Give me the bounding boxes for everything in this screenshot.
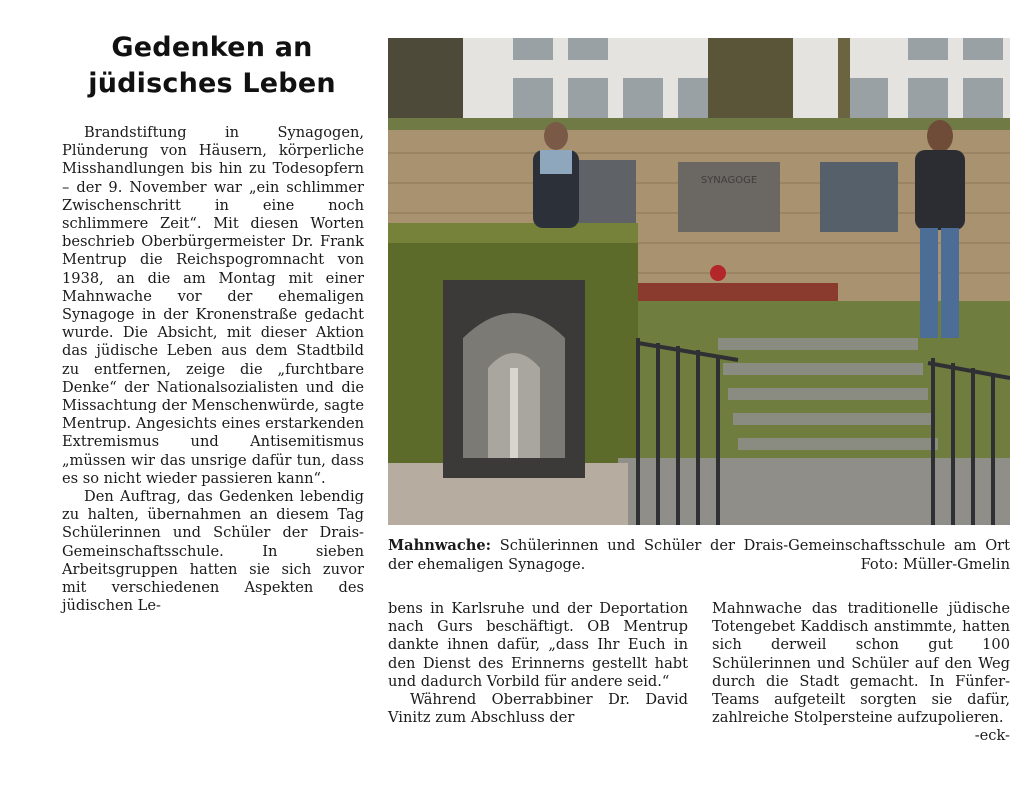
photo-illustration: [388, 38, 1010, 525]
caption-lead: Mahnwache:: [388, 537, 492, 554]
paragraph-4: Während Oberrabbiner Dr. David Vinitz zum Abschluss der: [388, 691, 688, 727]
article-photo: [388, 38, 1010, 525]
ivy-top: [388, 118, 1010, 130]
caption-text: Schülerinnen und Schüler der Drais-Gemeinschaftsschule am Ort der ehemaligen Synagoge.: [388, 537, 1011, 573]
author-sign: -eck-: [974, 727, 1010, 745]
photo-credit: Foto: Müller-Gmelin: [860, 556, 1010, 573]
article-headline: Gedenken an jüdisches Leben: [88, 32, 336, 99]
article-column-2: [388, 600, 688, 727]
plaque-left: [578, 160, 636, 232]
paragraph-3: bens in Karlsruhe und der Deportation nach Gurs beschäftigt. OB Mentrup dankte ihnen dafür, „dass Ihr Euch in den Dienst des Erinnerns gestellt habt und dadurch Vorbild für andere seid.“: [388, 600, 688, 690]
plaque-right: [820, 162, 898, 232]
photo-caption: [388, 536, 1010, 574]
paragraph-1: Brandstiftung in Synagogen, Plünderung von Häusern, körperliche Misshandlungen bis hin zu Todesopfern – der 9. November war „ein schlimmer Zwischenschritt in eine noch schlimmere Zeit“. Mit diesen Worten beschrieb Oberbürgermeister Dr. Frank Mentrup die Reichspogromnacht von 1938, an die am Montag mit einer Mahnwache vor der ehemaligen Synagoge in der Kronenstraße gedacht wurde. Die Absicht, mit dieser Aktion das jüdische Leben aus dem Stadtbild zu entfernen, zeige die „furchtbare Denke“ der Nationalsozialisten und die Missachtung der Menschenwürde, sagte Mentrup. Angesichts eines erstarkenden Extremismus und Antisemitismus „müssen wir das unsrige dafür tun, dass es so nicht wieder passieren kann“.: [62, 124, 364, 487]
paragraph-5-text: Mahnwache das traditionelle jüdische Totengebet Kaddisch anstimmte, hatten sich derweil schon gut 100 Schülerinnen und Schüler auf den Weg durch die Stadt gemacht. In Fünfer-Teams aufgeteilt sorgten sie dafür, zahlreiche Stolpersteine aufzupolieren.: [712, 600, 1010, 727]
article-column-3: [712, 600, 1010, 746]
paragraph-5: [712, 600, 1010, 745]
article-column-1: [62, 124, 364, 615]
plaque-synagoge: [678, 162, 780, 232]
paragraph-2: Den Auftrag, das Gedenken lebendig zu halten, übernahmen an diesem Tag Schülerinnen und Schüler der Drais-Gemeinschaftsschule. In sieben Arbeitsgruppen hatten sie sich zuvor mit verschiedenen Aspekten des jüdischen Le-: [62, 488, 364, 615]
plaque-text: SYNAGOGE: [700, 175, 758, 186]
flowers: [638, 283, 838, 301]
